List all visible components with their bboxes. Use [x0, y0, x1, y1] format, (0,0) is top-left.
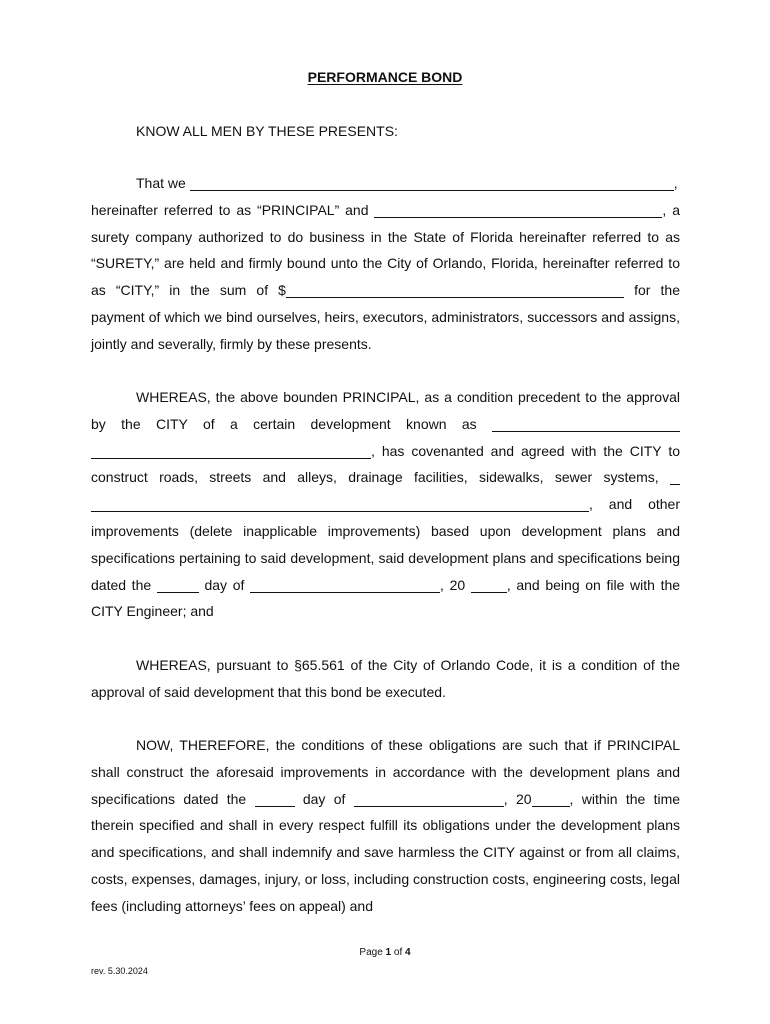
surety-text: a surety company authorized to do business in the State of Florida hereinafter referred to as “SURETY,” are held and firmly bound unto the City of Orlando, Florida, hereinafter referred to as “CITY,” in the sum of $ — [91, 201, 680, 299]
page-number — [0, 947, 770, 958]
now-therefore-lead-text: NOW, THEREFORE, the conditions of these obligations are such that if PRINCIPAL shall construct the aforesaid improvements in accordance with the development plans and specifications dated the — [91, 737, 680, 807]
that-we-text: That we — [136, 175, 186, 191]
opening-paragraph — [91, 118, 680, 145]
parties-paragraph: That we , hereinafter referred to as “PRINCIPAL” and , a surety company authorized to do business in the State of Florida hereinafter referred to as “SURETY,” are held and firmly bound unto the City of Orlando, Florida, hereinafter referred to as “CITY,” in the sum of $ for the payment of which we bind ourselves, heirs, executors, administrators, successors and assigns, jointly and severally, firmly by these presents. — [91, 175, 680, 352]
now-therefore-comma: , — [503, 790, 508, 807]
development-name-blank[interactable] — [492, 417, 680, 432]
page-of: of — [393, 947, 403, 958]
whereas-development-paragraph — [91, 384, 680, 625]
whereas1-twenty-text: , 20 — [440, 576, 466, 593]
bond-amount-blank[interactable] — [286, 283, 624, 298]
other-improvements-blank[interactable] — [670, 470, 680, 485]
specs-day-blank[interactable] — [255, 792, 295, 807]
page-label: Page — [359, 947, 383, 958]
opening-text: KNOW ALL MEN BY THESE PRESENTS: — [136, 123, 398, 139]
plans-month-blank[interactable] — [250, 578, 440, 593]
development-name-blank-2[interactable] — [91, 444, 371, 459]
principal-name-blank[interactable] — [190, 176, 674, 191]
whereas1-day-of-text: day of — [204, 576, 245, 593]
whereas2-text: WHEREAS, pursuant to §65.561 of the City of Orlando Code, it is a condition of the approval of said development that this bond be executed. — [91, 657, 680, 700]
payment-text: for the payment of which we bind ourselves, heirs, executors, administrators, successors and assigns, jointly and severally, firmly by these presents. — [91, 282, 680, 352]
plans-year-blank[interactable] — [471, 578, 507, 593]
plans-day-blank[interactable] — [157, 578, 199, 593]
whereas1-lead-text: WHEREAS, the above bounden PRINCIPAL, as a condition precedent to the approval by the CITY of a certain development known as — [91, 389, 680, 432]
principal-ref-text: hereinafter referred to as “PRINCIPAL” and — [91, 201, 369, 218]
now-therefore-day-of-text: day of — [302, 790, 346, 807]
revision-date: rev. 5.30.2024 — [91, 966, 148, 976]
whereas-code-paragraph — [91, 652, 680, 706]
now-therefore-rest-text: , within the time therein specified and shall in every respect fulfill its obligations under the development plans and specifications, and shall indemnify and save harmless the CITY against or from all claims, costs, expenses, damages, injury, or loss, including construction costs, engineering costs, legal fees (including attorneys’ fees on appeal) and — [91, 790, 681, 914]
now-therefore-paragraph — [91, 732, 680, 920]
other-improvements-blank-2[interactable] — [91, 497, 589, 512]
surety-name-blank[interactable] — [374, 203, 662, 218]
whereas1-covenant-text: , has covenanted and agreed with the CITY to construct roads, streets and alleys, drainage facilities, sidewalks, sewer systems, — [91, 442, 680, 486]
document-title: PERFORMANCE BOND — [307, 69, 463, 85]
specs-year-blank[interactable] — [532, 792, 570, 807]
whereas1-other-text: , and other improvements (delete inapplicable improvements) based upon development plans and specifications pertaining to said development, said development plans and specifications being dated the — [91, 496, 680, 593]
whereas1-on-file-text: , and being on file with the CITY Engineer; and — [91, 576, 681, 620]
page-total: 4 — [405, 947, 411, 958]
now-therefore-twenty-text: 20 — [515, 790, 532, 807]
specs-month-blank[interactable] — [354, 792, 504, 807]
page-current: 1 — [385, 947, 392, 958]
